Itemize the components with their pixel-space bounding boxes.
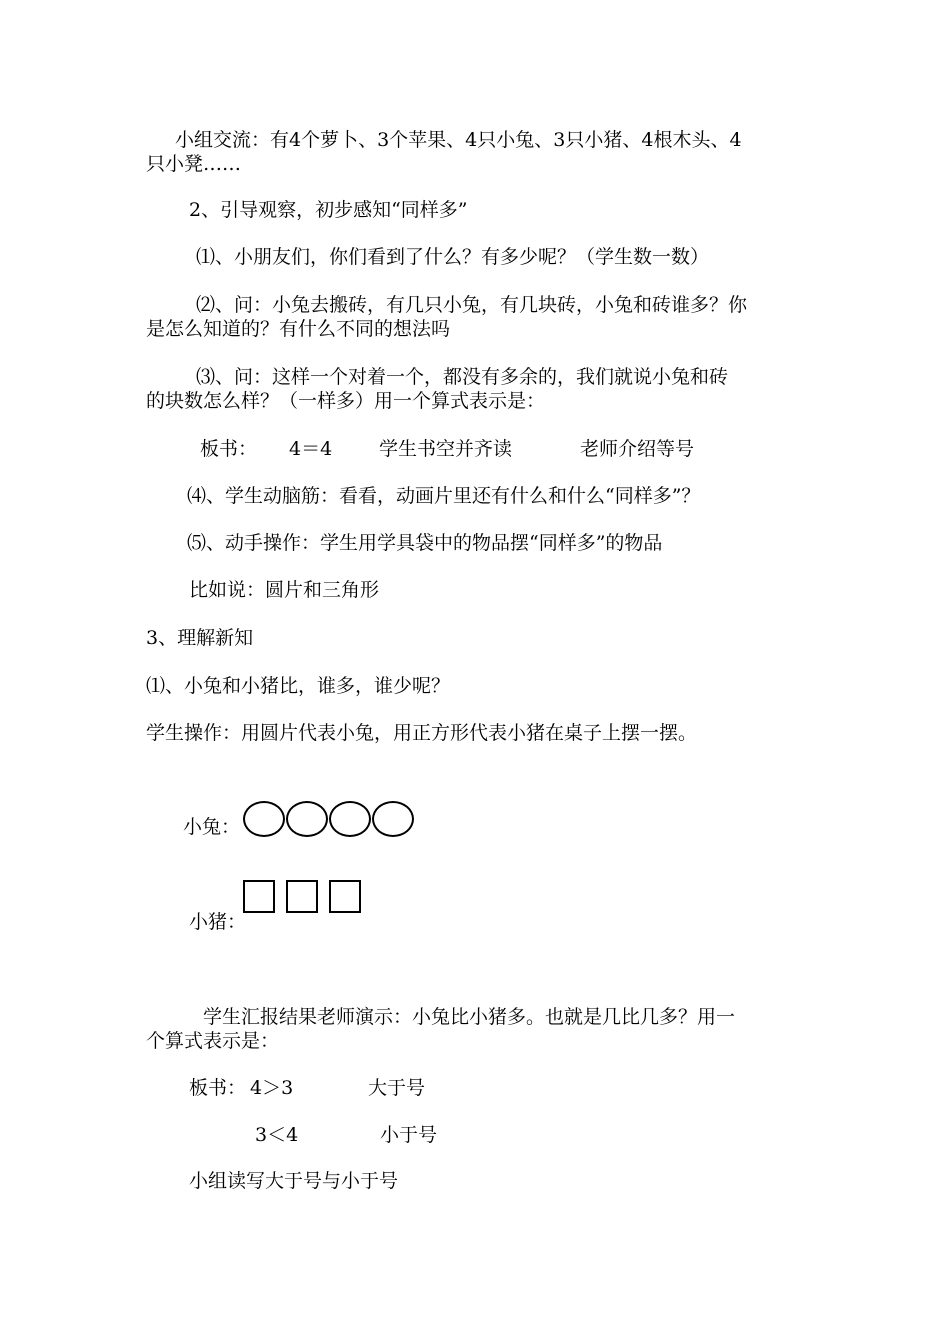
- paragraph-question-5: ⑸、动手操作：学生用学具袋中的物品摆“同样多”的物品: [187, 532, 663, 554]
- paragraph-example: 比如说：圆片和三角形: [189, 579, 380, 601]
- pig-square: [286, 880, 318, 913]
- paragraph-report-line2: 个算式表示是：: [146, 1030, 280, 1052]
- pig-square: [243, 880, 275, 913]
- paragraph-question-3-line2: 的块数怎么样？（一样多）用一个算式表示是：: [146, 390, 546, 412]
- paragraph-group-exchange-line2: 只小凳……: [146, 153, 242, 175]
- paragraph-group-read-write: 小组读写大于号与小于号: [189, 1170, 399, 1192]
- less-than-name: 小于号: [380, 1124, 438, 1146]
- board-label-1: 板书：: [200, 438, 258, 460]
- paragraph-question-3-line1: ⑶、问：这样一个对着一个，都没有多余的，我们就说小兔和砖: [196, 366, 729, 388]
- paragraph-report-line1: 学生汇报结果老师演示：小兔比小猪多。也就是几比几多？用一: [203, 1006, 736, 1028]
- rabbit-circle: [286, 801, 328, 837]
- rabbit-circle: [243, 801, 285, 837]
- paragraph-compare-question: ⑴、小兔和小猪比，谁多，谁少呢？: [146, 675, 451, 697]
- rabbit-circle: [372, 801, 414, 837]
- board-read-note: 学生书空并齐读: [379, 438, 513, 460]
- board-label-2: 板书：: [189, 1077, 247, 1099]
- section-heading-observe: 2、引导观察，初步感知“同样多”: [189, 199, 468, 221]
- paragraph-group-exchange-line1: 小组交流：有4个萝卜、3个苹果、4只小兔、3只小猪、4根木头、4: [175, 129, 742, 151]
- board-equation-greater: 4＞3: [250, 1077, 294, 1099]
- greater-than-name: 大于号: [368, 1077, 426, 1099]
- board-teacher-note: 老师介绍等号: [580, 438, 695, 460]
- board-equation-less: 3＜4: [255, 1124, 299, 1146]
- pig-label: 小猪：: [189, 911, 247, 933]
- rabbit-label: 小兔：: [183, 816, 241, 838]
- section-heading-understand: 3、理解新知: [146, 627, 254, 649]
- board-equation-equal: 4＝4: [289, 438, 333, 460]
- paragraph-question-1: ⑴、小朋友们，你们看到了什么？有多少呢？（学生数一数）: [196, 246, 710, 268]
- paragraph-student-operation: 学生操作：用圆片代表小兔，用正方形代表小猪在桌子上摆一摆。: [146, 722, 698, 744]
- paragraph-question-2-line2: 是怎么知道的？有什么不同的想法吗: [146, 318, 451, 340]
- rabbit-circle: [329, 801, 371, 837]
- paragraph-question-2-line1: ⑵、问：小兔去搬砖，有几只小兔，有几块砖，小兔和砖谁多？你: [196, 294, 748, 316]
- pig-square: [329, 880, 361, 913]
- paragraph-question-4: ⑷、学生动脑筋：看看，动画片里还有什么和什么“同样多”？: [187, 485, 701, 507]
